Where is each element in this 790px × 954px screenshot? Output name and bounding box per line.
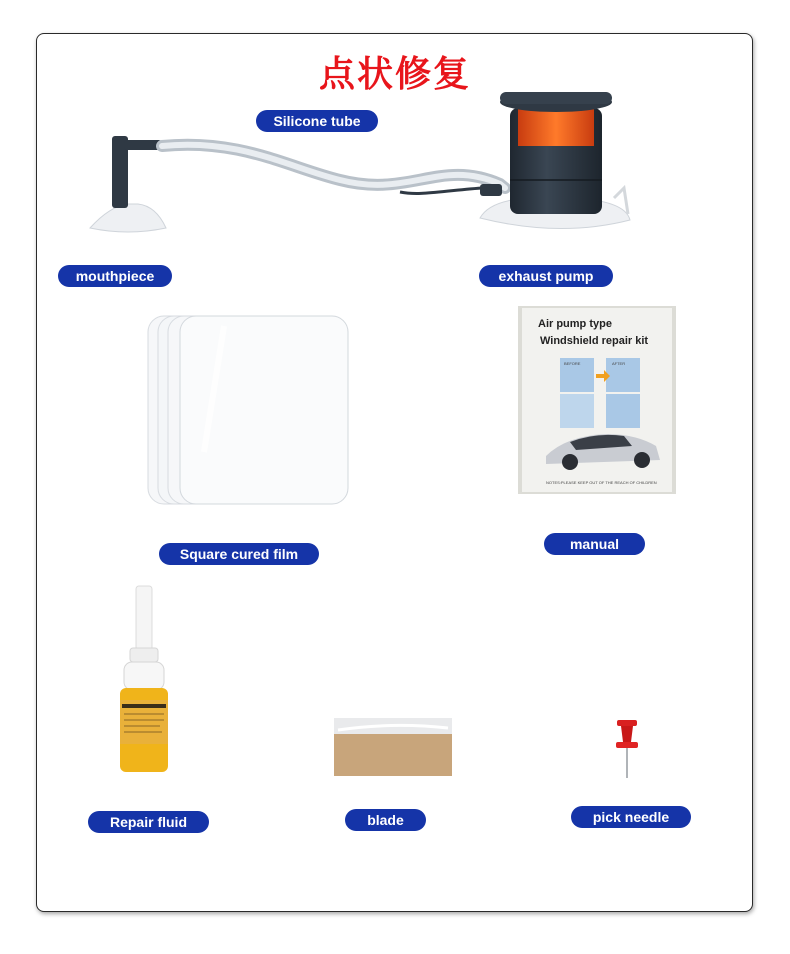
pick-needle-label: pick needle (571, 806, 691, 828)
blade-illustration (332, 716, 454, 778)
pick-needle-illustration (612, 718, 642, 780)
manual-cover-line2: Windshield repair kit (540, 335, 649, 347)
exhaust-pump-label: exhaust pump (479, 265, 613, 287)
manual-footer-text: NOTES:PLEASE KEEP OUT OF THE REACH OF CHILDREN (546, 480, 657, 485)
blade-label: blade (345, 809, 426, 831)
booklet-icon (518, 306, 676, 494)
manual-before-text: BEFORE (564, 361, 581, 366)
page-title: 点状修复 (318, 54, 471, 95)
square-cured-film-illustration (144, 312, 354, 508)
blade-icon (334, 718, 452, 776)
mouthpiece-icon (90, 136, 166, 232)
bottle-icon (120, 586, 168, 772)
manual-illustration (516, 304, 678, 496)
manual-cover-line1: Air pump type (538, 318, 612, 330)
square-cured-film-label: Square cured film (159, 543, 319, 565)
pushpin-icon (616, 720, 638, 778)
manual-after-text: AFTER (612, 361, 626, 366)
pump-icon (480, 92, 630, 229)
silicone-tube-label: Silicone tube (256, 110, 378, 132)
manual-label: manual (544, 533, 645, 555)
repair-fluid-illustration (112, 584, 176, 776)
repair-fluid-label: Repair fluid (88, 811, 209, 833)
mouthpiece-label: mouthpiece (58, 265, 172, 287)
silicone-tube-icon (162, 145, 505, 194)
film-stack-icon (148, 316, 348, 504)
